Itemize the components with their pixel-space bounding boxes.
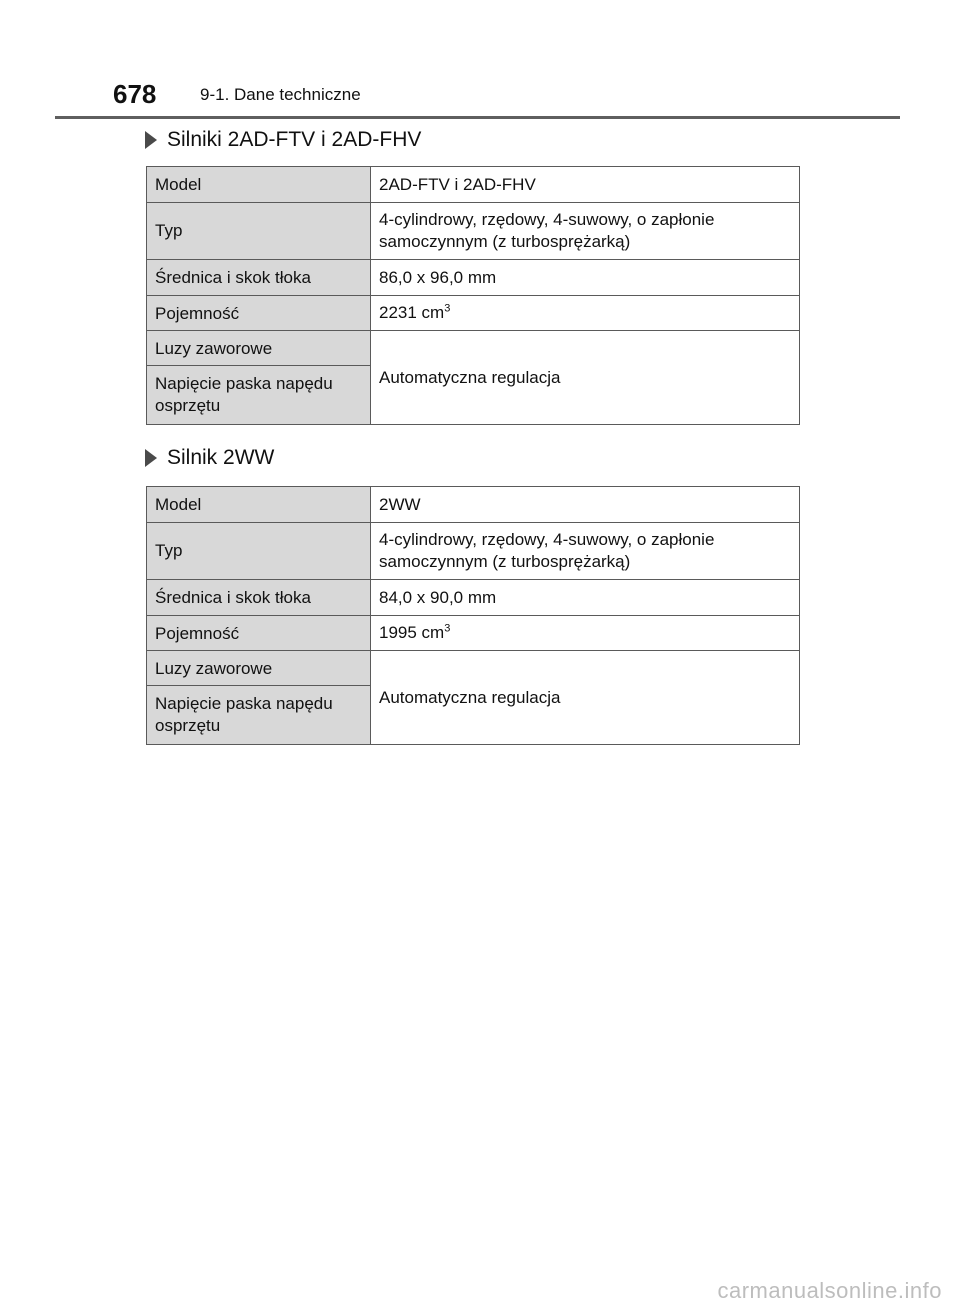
table-row bbox=[147, 296, 800, 331]
table-row bbox=[147, 203, 800, 260]
table-row bbox=[147, 651, 800, 686]
table-row bbox=[147, 616, 800, 651]
displacement-number: 1995 cm bbox=[379, 623, 445, 642]
type-value bbox=[371, 203, 800, 260]
table-row bbox=[147, 580, 800, 616]
type-label: Typ bbox=[147, 523, 371, 580]
page-number: 678 bbox=[113, 79, 157, 109]
displacement-superscript: 3 bbox=[444, 622, 451, 635]
table-row bbox=[147, 260, 800, 296]
model-label: Model bbox=[147, 487, 371, 523]
table-row bbox=[147, 487, 800, 523]
belt-tension-label bbox=[147, 686, 371, 745]
engine-heading-2ad bbox=[145, 128, 421, 152]
displacement-superscript: 3 bbox=[444, 302, 451, 315]
triangle-bullet-icon bbox=[145, 131, 157, 149]
bore-label: Średnica i skok tłoka bbox=[147, 260, 371, 296]
spec-table-2ad bbox=[146, 166, 800, 425]
valve-clearance-label: Luzy zaworowe bbox=[147, 331, 371, 366]
belt-tension-label-line2: osprzętu bbox=[155, 716, 221, 735]
adjustment-value: Automatyczna regulacja bbox=[371, 651, 800, 745]
model-label: Model bbox=[147, 167, 371, 203]
spec-table-2ww bbox=[146, 486, 800, 745]
engine-heading-text: Silniki 2AD-FTV i 2AD-FHV bbox=[167, 128, 422, 151]
bore-value: 86,0 x 96,0 mm bbox=[371, 260, 800, 296]
valve-clearance-label: Luzy zaworowe bbox=[147, 651, 371, 686]
bore-value: 84,0 x 90,0 mm bbox=[371, 580, 800, 616]
engine-heading-2ww bbox=[145, 446, 274, 470]
displacement-value bbox=[371, 296, 800, 331]
displacement-value bbox=[371, 616, 800, 651]
engine-heading-text: Silnik 2WW bbox=[167, 446, 275, 469]
type-value bbox=[371, 523, 800, 580]
displacement-number: 2231 cm bbox=[379, 303, 445, 322]
triangle-bullet-icon bbox=[145, 449, 157, 467]
watermark: carmanualsonline.info bbox=[717, 1278, 942, 1303]
table-row bbox=[147, 167, 800, 203]
belt-tension-label-line1: Napięcie paska napędu bbox=[155, 374, 333, 393]
page-header bbox=[55, 76, 900, 119]
table-row bbox=[147, 331, 800, 366]
model-value: 2AD-FTV i 2AD-FHV bbox=[371, 167, 800, 203]
adjustment-value: Automatyczna regulacja bbox=[371, 331, 800, 425]
type-value-line2: samoczynnym (z turbosprężarką) bbox=[379, 552, 631, 571]
section-title: 9-1. Dane techniczne bbox=[200, 85, 361, 104]
belt-tension-label bbox=[147, 366, 371, 425]
belt-tension-label-line2: osprzętu bbox=[155, 396, 221, 415]
belt-tension-label-line1: Napięcie paska napędu bbox=[155, 694, 333, 713]
bore-label: Średnica i skok tłoka bbox=[147, 580, 371, 616]
displacement-label: Pojemność bbox=[147, 296, 371, 331]
type-value-line1: 4-cylindrowy, rzędowy, 4-suwowy, o zapłonie bbox=[379, 530, 715, 549]
table-row bbox=[147, 523, 800, 580]
type-value-line2: samoczynnym (z turbosprężarką) bbox=[379, 232, 631, 251]
type-label: Typ bbox=[147, 203, 371, 260]
type-value-line1: 4-cylindrowy, rzędowy, 4-suwowy, o zapłonie bbox=[379, 210, 715, 229]
model-value: 2WW bbox=[371, 487, 800, 523]
displacement-label: Pojemność bbox=[147, 616, 371, 651]
